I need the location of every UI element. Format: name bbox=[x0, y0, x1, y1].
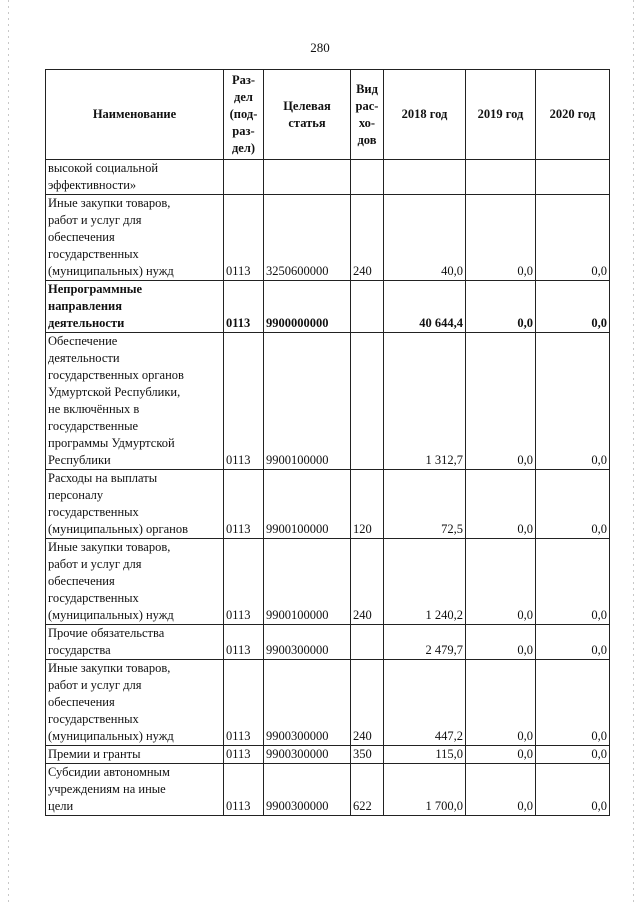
cell-2018: 40,0 bbox=[384, 195, 466, 281]
cell-vid: 240 bbox=[351, 195, 384, 281]
cell-name: Прочие обязательства государства bbox=[46, 625, 224, 660]
cell-section: 0113 bbox=[224, 660, 264, 746]
header-2019: 2019 год bbox=[466, 70, 536, 160]
cell-2020: 0,0 bbox=[536, 625, 610, 660]
cell-2018: 72,5 bbox=[384, 470, 466, 539]
table-row bbox=[46, 746, 610, 764]
cell-2018 bbox=[384, 160, 466, 195]
cell-2019: 0,0 bbox=[466, 333, 536, 470]
cell-name: Расходы на выплаты персоналу государственных (муниципальных) органов bbox=[46, 470, 224, 539]
cell-2019 bbox=[466, 160, 536, 195]
header-vid: Вид рас- хо- дов bbox=[351, 70, 384, 160]
header-2020: 2020 год bbox=[536, 70, 610, 160]
cell-target: 9900100000 bbox=[264, 539, 351, 625]
cell-2019: 0,0 bbox=[466, 764, 536, 816]
cell-2018: 115,0 bbox=[384, 746, 466, 764]
cell-2019: 0,0 bbox=[466, 539, 536, 625]
cell-target: 9900100000 bbox=[264, 470, 351, 539]
cell-name: Премии и гранты bbox=[46, 746, 224, 764]
cell-2018: 40 644,4 bbox=[384, 281, 466, 333]
cell-section: 0113 bbox=[224, 281, 264, 333]
cell-name: Иные закупки товаров, работ и услуг для обеспечения государственных (муниципальных) нужд bbox=[46, 660, 224, 746]
cell-target: 9900300000 bbox=[264, 660, 351, 746]
cell-vid: 240 bbox=[351, 539, 384, 625]
cell-2019: 0,0 bbox=[466, 625, 536, 660]
cell-vid: 622 bbox=[351, 764, 384, 816]
cell-section bbox=[224, 160, 264, 195]
table-row bbox=[46, 160, 610, 195]
cell-2018: 1 700,0 bbox=[384, 764, 466, 816]
cell-name: Иные закупки товаров, работ и услуг для обеспечения государственных (муниципальных) нужд bbox=[46, 539, 224, 625]
cell-2020: 0,0 bbox=[536, 660, 610, 746]
cell-target: 3250600000 bbox=[264, 195, 351, 281]
cell-2020: 0,0 bbox=[536, 539, 610, 625]
table-row bbox=[46, 195, 610, 281]
cell-vid bbox=[351, 160, 384, 195]
cell-vid: 350 bbox=[351, 746, 384, 764]
cell-section: 0113 bbox=[224, 195, 264, 281]
table-row bbox=[46, 333, 610, 470]
cell-2020: 0,0 bbox=[536, 195, 610, 281]
header-target: Целевая статья bbox=[264, 70, 351, 160]
cell-name: Субсидии автономным учреждениям на иные цели bbox=[46, 764, 224, 816]
cell-2019: 0,0 bbox=[466, 195, 536, 281]
cell-target: 9900300000 bbox=[264, 625, 351, 660]
cell-vid: 240 bbox=[351, 660, 384, 746]
budget-table bbox=[45, 69, 610, 816]
cell-name: Иные закупки товаров, работ и услуг для обеспечения государственных (муниципальных) нужд bbox=[46, 195, 224, 281]
cell-2020: 0,0 bbox=[536, 281, 610, 333]
page-number: 280 bbox=[310, 40, 330, 55]
cell-2020: 0,0 bbox=[536, 333, 610, 470]
table-row bbox=[46, 281, 610, 333]
header-section: Раз- дел (под- раз- дел) bbox=[224, 70, 264, 160]
cell-name: Обеспечение деятельности государственных органов Удмуртской Республики, не включённых в государственные программы Удмуртской Республики bbox=[46, 333, 224, 470]
cell-vid bbox=[351, 333, 384, 470]
cell-2020: 0,0 bbox=[536, 764, 610, 816]
cell-vid: 120 bbox=[351, 470, 384, 539]
cell-target: 9900000000 bbox=[264, 281, 351, 333]
cell-2019: 0,0 bbox=[466, 660, 536, 746]
cell-vid bbox=[351, 625, 384, 660]
cell-2018: 1 312,7 bbox=[384, 333, 466, 470]
cell-section: 0113 bbox=[224, 746, 264, 764]
cell-2019: 0,0 bbox=[466, 470, 536, 539]
cell-2020 bbox=[536, 160, 610, 195]
header-name: Наименование bbox=[46, 70, 224, 160]
cell-section: 0113 bbox=[224, 764, 264, 816]
cell-section: 0113 bbox=[224, 625, 264, 660]
cell-target: 9900300000 bbox=[264, 764, 351, 816]
table-row bbox=[46, 539, 610, 625]
cell-vid bbox=[351, 281, 384, 333]
cell-section: 0113 bbox=[224, 333, 264, 470]
table-header-row bbox=[46, 70, 610, 160]
header-2018: 2018 год bbox=[384, 70, 466, 160]
cell-2018: 2 479,7 bbox=[384, 625, 466, 660]
cell-target: 9900300000 bbox=[264, 746, 351, 764]
cell-2020: 0,0 bbox=[536, 746, 610, 764]
table-row bbox=[46, 470, 610, 539]
cell-2019: 0,0 bbox=[466, 281, 536, 333]
cell-section: 0113 bbox=[224, 470, 264, 539]
cell-section: 0113 bbox=[224, 539, 264, 625]
scan-edge-left bbox=[8, 0, 9, 905]
cell-name: высокой социальной эффективности» bbox=[46, 160, 224, 195]
table-row bbox=[46, 764, 610, 816]
cell-2018: 447,2 bbox=[384, 660, 466, 746]
cell-2020: 0,0 bbox=[536, 470, 610, 539]
cell-target: 9900100000 bbox=[264, 333, 351, 470]
cell-2019: 0,0 bbox=[466, 746, 536, 764]
cell-2018: 1 240,2 bbox=[384, 539, 466, 625]
scan-edge-right bbox=[633, 0, 634, 905]
cell-name: Непрограммные направления деятельности bbox=[46, 281, 224, 333]
table-row bbox=[46, 660, 610, 746]
table-row bbox=[46, 625, 610, 660]
cell-target bbox=[264, 160, 351, 195]
